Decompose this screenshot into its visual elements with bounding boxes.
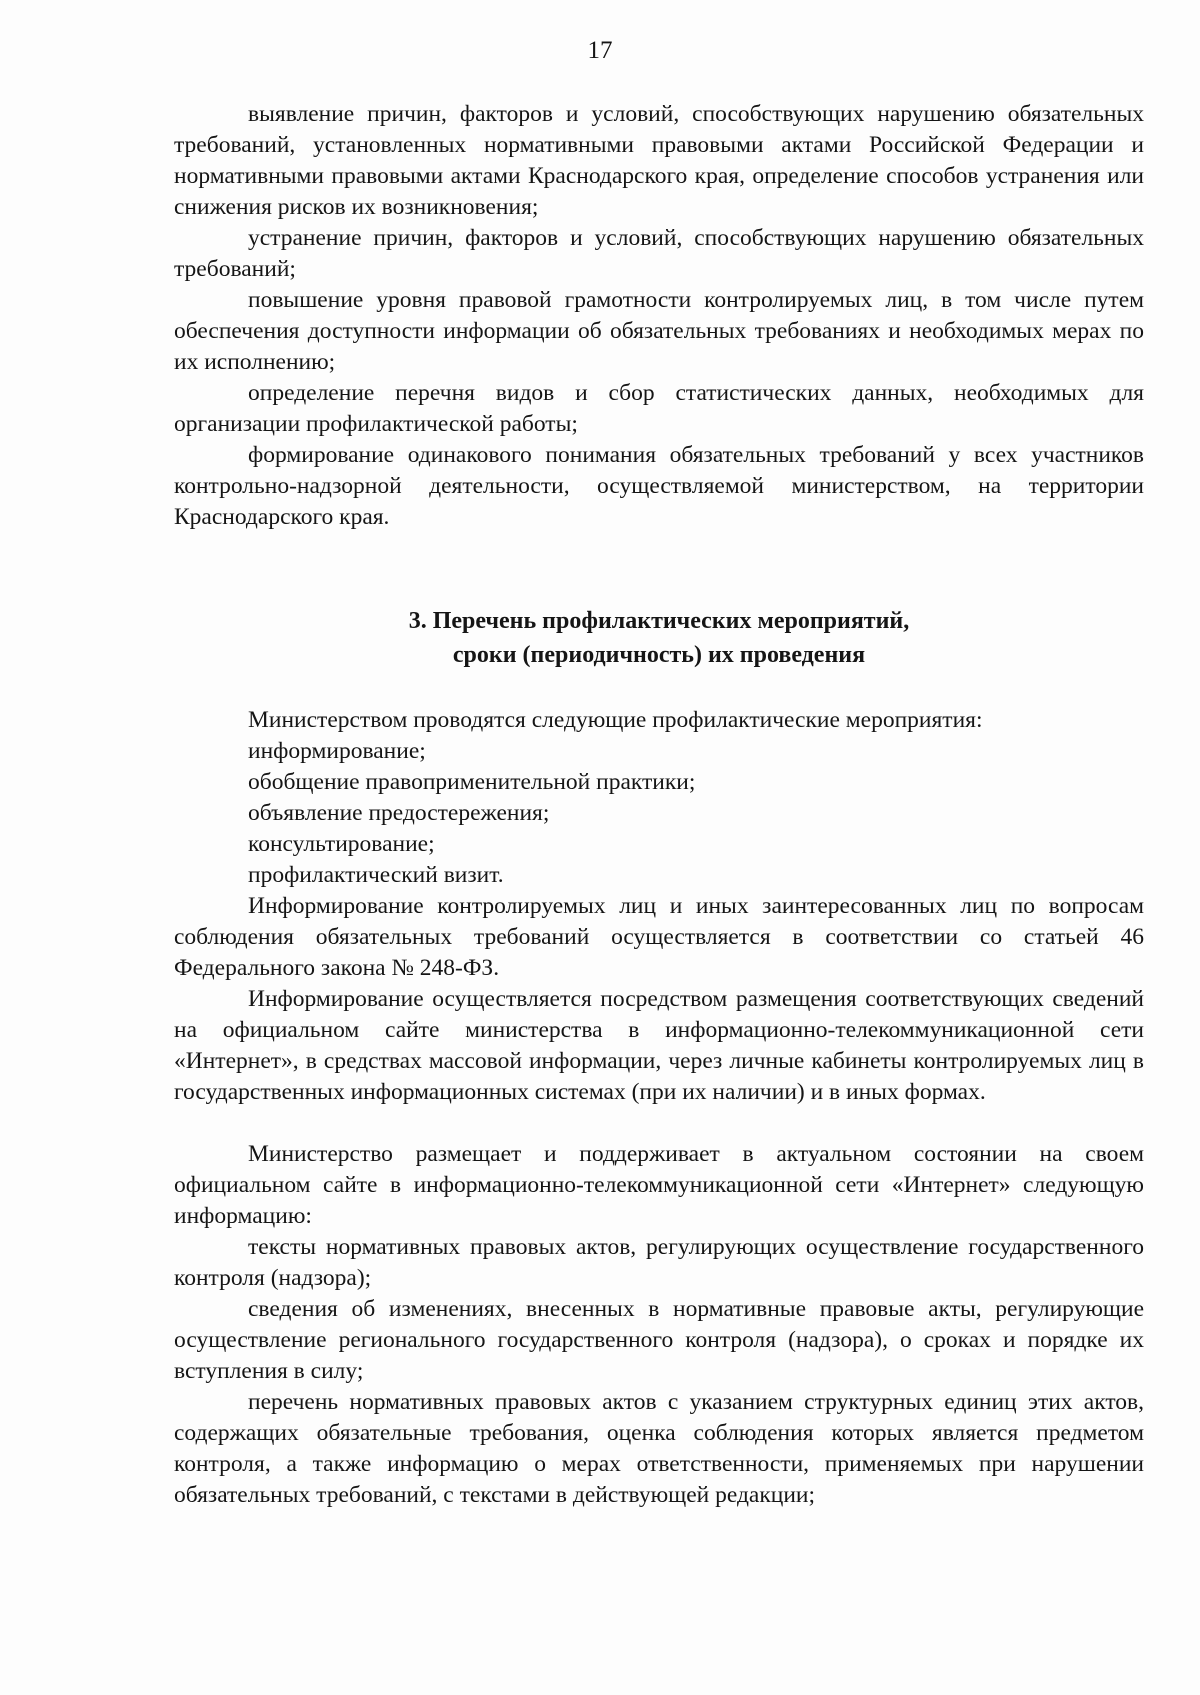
intro-paragraph-4: определение перечня видов и сбор статистических данных, необходимых для организации профилактической работы; xyxy=(174,380,1144,437)
section-heading-line-2: сроки (периодичность) их проведения xyxy=(452,642,866,668)
body-paragraph-6: перечень нормативных правовых актов с указанием структурных единиц этих актов, содержащих обязательные требования, оценка соблюдения которых является предметом контроля, а также информацию о мерах ответственности, применяемых при нарушении обязательных требований, с текстами в действующей редакции; xyxy=(174,1389,1144,1508)
body-paragraph-1: Информирование контролируемых лиц и иных заинтересованных лиц по вопросам соблюдения обязательных требований осуществляется в соответствии со статьей 46 Федерального закона № 248-ФЗ. xyxy=(174,893,1144,981)
intro-paragraph-5: формирование одинакового понимания обязательных требований у всех участников контрольно-надзорной деятельности, осуществляемой министерством, на территории Краснодарского края. xyxy=(174,442,1144,530)
body-paragraph-2: Информирование осуществляется посредством размещения соответствующих сведений на официальном сайте министерства в информационно-телекоммуникационной сети «Интернет», в средствах массовой информации, через личные кабинеты контролируемых лиц в государственных информационных системах (при их наличии) и в иных формах. xyxy=(174,986,1144,1105)
measure-item-generalization: обобщение правоприменительной практики; xyxy=(248,769,696,795)
intro-paragraph-1: выявление причин, факторов и условий, способствующих нарушению обязательных требований, установленных нормативными правовыми актами Российской Федерации и нормативными правовыми актами Краснодарского края, определение способов устранения или снижения рисков их возникновения; xyxy=(174,101,1144,220)
measure-item-consulting: консультирование; xyxy=(248,831,435,857)
body-paragraph-5: сведения об изменениях, внесенных в нормативные правовые акты, регулирующие осуществление регионального государственного контроля (надзора), о сроках и порядке их вступления в силу; xyxy=(174,1296,1144,1384)
measure-item-visit: профилактический визит. xyxy=(248,862,504,888)
measure-item-warning: объявление предостережения; xyxy=(248,800,550,826)
body-paragraph-4: тексты нормативных правовых актов, регулирующих осуществление государственного контроля (надзора); xyxy=(174,1234,1144,1291)
section-heading-line-1: 3. Перечень профилактических мероприятий, xyxy=(408,608,910,634)
intro-paragraph-2: устранение причин, факторов и условий, способствующих нарушению обязательных требований; xyxy=(174,225,1144,282)
measure-item-informing: информирование; xyxy=(248,738,426,764)
body-paragraph-3: Министерство размещает и поддерживает в актуальном состоянии на своем официальном сайте в информационно-телекоммуникационной сети «Интернет» следующую информацию: xyxy=(174,1141,1144,1229)
page-number: 17 xyxy=(587,37,613,64)
intro-paragraph-3: повышение уровня правовой грамотности контролируемых лиц, в том числе путем обеспечения доступности информации об обязательных требованиях и необходимых мерах по их исполнению; xyxy=(174,287,1144,375)
measures-intro: Министерством проводятся следующие профилактические мероприятия: xyxy=(248,707,983,733)
measures-list xyxy=(248,736,1148,891)
section-heading xyxy=(174,604,1144,672)
